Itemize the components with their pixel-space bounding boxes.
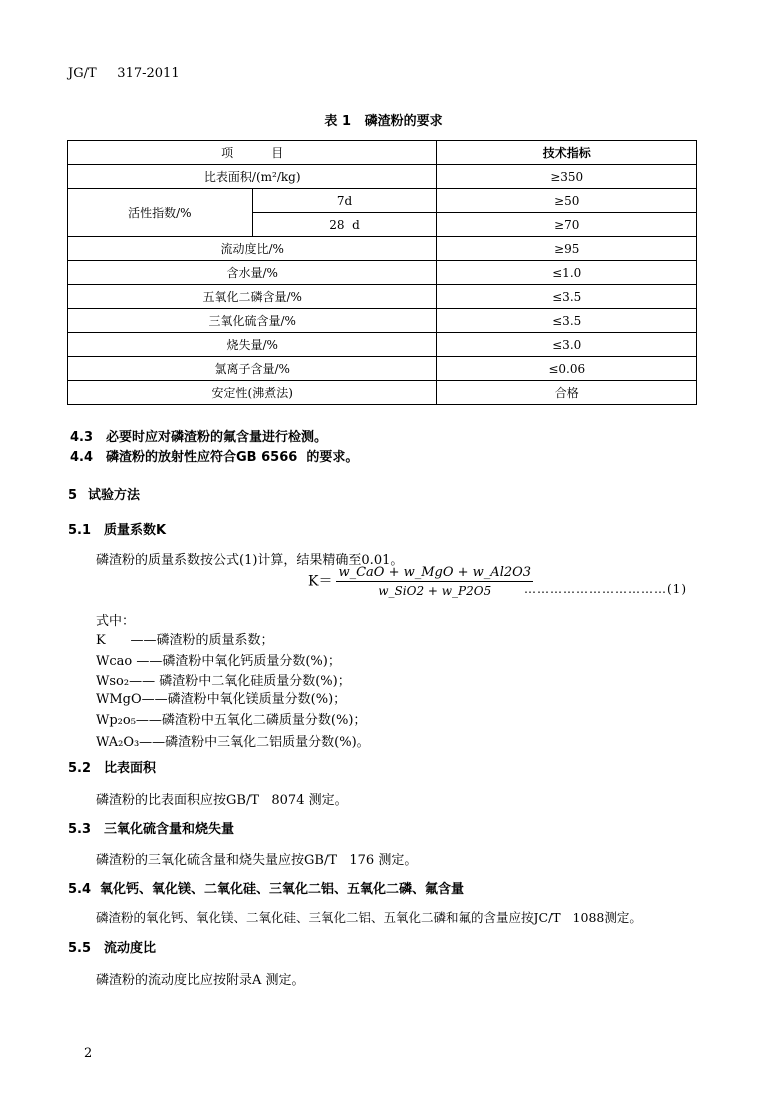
row-label: 五氧化二磷含量/%	[68, 285, 437, 309]
table-row	[68, 165, 697, 189]
section-5-1-body: 磷渣粉的质量系数按公式(1)计算，结果精确至0.01。	[96, 553, 404, 568]
definition-line: K ——磷渣粉的质量系数；	[96, 633, 274, 648]
row-label: 氯离子含量/%	[68, 357, 437, 381]
table-row	[68, 381, 697, 405]
table-row	[68, 333, 697, 357]
clause-4-4	[70, 446, 358, 465]
table-row	[68, 285, 697, 309]
table-row	[68, 309, 697, 333]
clause-number: 4.4	[70, 450, 94, 465]
row-label: 活性指数/%	[68, 189, 253, 237]
section-5-heading	[68, 484, 140, 503]
column-header-item: 项 目	[68, 141, 437, 165]
formula-denominator: w_SiO2 + w_P2O5	[378, 584, 492, 598]
row-value: ≥70	[437, 213, 697, 237]
definition-line: Wp₂o₅——磷渣粉中五氧化二磷质量分数(%)；	[96, 713, 367, 728]
section-number: 5.3	[68, 822, 92, 837]
formula-numerator: w_CaO + w_MgO + w_Al2O3	[338, 565, 532, 580]
section-title: 三氧化硫含量和烧失量	[104, 822, 235, 837]
clause-number: 4.3	[70, 430, 94, 445]
row-value: ≤3.5	[437, 309, 697, 333]
row-value: ≤0.06	[437, 357, 697, 381]
section-5-2-body: 磷渣粉的比表面积应按GB/T 8074 测定。	[96, 793, 348, 808]
formula-1	[308, 566, 533, 597]
table-row	[68, 189, 697, 213]
row-label: 三氧化硫含量/%	[68, 309, 437, 333]
section-5-1-heading	[68, 519, 166, 538]
definition-line: WMgO——磷渣粉中氧化镁质量分数(%)；	[96, 692, 347, 707]
row-value: 合格	[437, 381, 697, 405]
table-row	[68, 261, 697, 285]
row-label: 安定性(沸煮法)	[68, 381, 437, 405]
definition-line: WA₂O₃——磷渣粉中三氧化二铝质量分数(%)。	[96, 735, 370, 750]
table-caption: 表 1 磷渣粉的要求	[324, 114, 443, 129]
section-number: 5	[68, 488, 78, 503]
definition-line: Wcao ——磷渣粉中氧化钙质量分数(%)；	[96, 654, 341, 669]
section-5-4-body: 磷渣粉的氧化钙、氧化镁、二氧化硅、三氧化二铝、五氧化二磷和氟的含量应按JC/T 1088测定。	[96, 910, 642, 925]
clause-4-3	[70, 426, 327, 445]
row-value: ≥50	[437, 189, 697, 213]
document-code: JG/T 317-2011	[68, 66, 180, 81]
section-5-3-body: 磷渣粉的三氧化硫含量和烧失量应按GB/T 176 测定。	[96, 853, 418, 868]
row-label: 含水量/%	[68, 261, 437, 285]
row-value: ≤3.0	[437, 333, 697, 357]
row-sublabel: 28 d	[252, 213, 437, 237]
section-title: 试验方法	[88, 488, 141, 503]
column-header-index: 技术指标	[437, 141, 697, 165]
section-title: 比表面积	[104, 761, 157, 776]
table-header-row	[68, 141, 697, 165]
section-title: 氧化钙、氧化镁、二氧化硅、三氧化二铝、五氧化二磷、氟含量	[100, 882, 465, 897]
section-5-5-heading	[68, 937, 156, 956]
table-row	[68, 237, 697, 261]
clause-text: 必要时应对磷渣粉的氟含量进行检测。	[106, 430, 328, 445]
section-number: 5.2	[68, 761, 92, 776]
formula-number: ……………………………(1)	[524, 582, 687, 596]
formula-fraction	[336, 566, 533, 597]
clause-text: 磷渣粉的放射性应符合GB 6566 的要求。	[106, 450, 359, 465]
row-label: 烧失量/%	[68, 333, 437, 357]
where-label: 式中：	[96, 614, 136, 629]
section-title: 流动度比	[104, 941, 157, 956]
row-value: ≥350	[437, 165, 697, 189]
formula-lhs: K＝	[308, 573, 333, 590]
section-title: 质量系数K	[104, 523, 167, 538]
section-5-5-body: 磷渣粉的流动度比应按附录A 测定。	[96, 973, 305, 988]
row-value: ≤1.0	[437, 261, 697, 285]
requirements-table	[67, 140, 697, 405]
section-number: 5.4	[68, 882, 92, 897]
row-value: ≥95	[437, 237, 697, 261]
page-number: 2	[84, 1046, 93, 1061]
row-label: 流动度比/%	[68, 237, 437, 261]
section-5-2-heading	[68, 757, 156, 776]
row-label: 比表面积/(m²/kg)	[68, 165, 437, 189]
section-5-4-heading	[68, 878, 464, 897]
row-sublabel: 7d	[252, 189, 437, 213]
definition-line: Wso₂—— 磷渣粉中二氧化硅质量分数(%)；	[96, 674, 351, 689]
section-number: 5.1	[68, 523, 92, 538]
table-row	[68, 357, 697, 381]
section-5-3-heading	[68, 818, 234, 837]
row-value: ≤3.5	[437, 285, 697, 309]
section-number: 5.5	[68, 941, 92, 956]
